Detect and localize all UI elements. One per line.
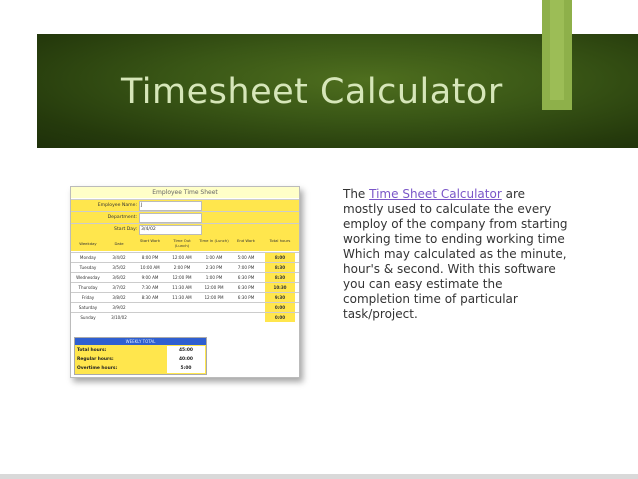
table-row <box>71 302 299 312</box>
header-start-work: Start Work <box>139 238 161 243</box>
row-date: 3/7/02 <box>112 285 126 290</box>
row-total: 8:30 <box>265 263 295 272</box>
row-date: 3/10/02 <box>111 315 127 320</box>
description-body: are mostly used to calculate the every employ of the company from starting working time to ending working time Which may calculated as the minute, hour's & second. With this software you can easy estimate the completion time of particular task/project. <box>343 187 568 321</box>
row-day: Tuesday <box>79 265 97 270</box>
slide-title: Timesheet Calculator <box>121 72 503 112</box>
bottom-divider <box>0 474 638 479</box>
row-out: 12:00 AM <box>172 255 192 260</box>
employee-name-label: Employee Name: <box>97 203 137 208</box>
table-row <box>71 262 299 272</box>
row-total: 0:00 <box>265 313 295 322</box>
total-hours-value: 45:00 <box>167 346 205 355</box>
row-end: 6:30 PM <box>237 285 255 290</box>
header-total-hours: Total hours <box>269 238 291 243</box>
row-in: 2:30 PM <box>205 265 223 270</box>
total-hours-label: Total hours: <box>77 348 107 353</box>
table-row <box>71 292 299 302</box>
timesheet-image <box>70 186 300 378</box>
time-sheet-calculator-link[interactable]: Time Sheet Calculator <box>369 187 502 201</box>
row-day: Sunday <box>80 315 96 320</box>
start-day-label: Start Day: <box>114 227 137 232</box>
row-start: 8:00 PM <box>141 255 159 260</box>
department-value <box>139 213 202 223</box>
employee-name-value: J <box>139 201 202 211</box>
weekly-total-header: WEEKLY TOTAL <box>75 338 206 345</box>
row-date: 3/5/02 <box>112 265 126 270</box>
employee-name-row <box>71 199 299 211</box>
row-start: 9:00 AM <box>141 275 159 280</box>
row-date: 3/8/02 <box>112 295 126 300</box>
start-day-row <box>71 223 299 235</box>
row-day: Saturday <box>78 305 98 310</box>
row-out: 12:00 PM <box>172 275 192 280</box>
row-out: 11:30 AM <box>172 295 192 300</box>
overtime-hours-row <box>75 364 206 373</box>
row-day: Friday <box>81 295 95 300</box>
overtime-hours-label: Overtime hours: <box>77 366 118 371</box>
row-in: 1:00 PM <box>205 275 223 280</box>
overtime-hours-value: 5:00 <box>167 364 205 373</box>
row-total: 9:30 <box>265 293 295 302</box>
row-total: 8:00 <box>265 253 295 262</box>
description-prefix: The <box>343 187 370 201</box>
row-start: 7:30 AM <box>141 285 159 290</box>
row-date: 3/4/02 <box>112 255 126 260</box>
row-end: 7:00 PM <box>237 265 255 270</box>
row-end: 5:00 AM <box>237 255 255 260</box>
row-total: 0:00 <box>265 303 295 312</box>
row-in: 12:00 PM <box>204 285 224 290</box>
row-total: 8:30 <box>265 273 295 282</box>
regular-hours-value: 40:00 <box>167 355 205 364</box>
timesheet-header <box>71 235 299 251</box>
regular-hours-row <box>75 355 206 364</box>
description-text <box>343 187 568 322</box>
department-row <box>71 211 299 223</box>
row-date: 3/6/02 <box>112 275 126 280</box>
header-time-in: Time In (Lunch) <box>199 238 229 243</box>
header-weekday: Weekday <box>79 241 97 246</box>
row-day: Thursday <box>78 285 98 290</box>
row-start: 10:00 AM <box>140 265 160 270</box>
table-row <box>71 282 299 292</box>
department-label: Department: <box>107 215 137 220</box>
header-end-work: End Work <box>236 238 256 243</box>
total-hours-row <box>75 346 206 355</box>
row-out: 2:00 PM <box>173 265 191 270</box>
row-total: 10:30 <box>265 283 295 292</box>
regular-hours-label: Regular hours: <box>77 357 114 362</box>
header-date: Date <box>114 241 124 246</box>
row-out: 11:30 AM <box>172 285 192 290</box>
row-start: 8:30 AM <box>141 295 159 300</box>
header-time-out: Time Out (Lunch) <box>173 238 191 248</box>
row-day: Wednesday <box>76 275 100 280</box>
accent-bar-highlight <box>550 0 564 100</box>
table-row <box>71 312 299 322</box>
row-end: 6:30 PM <box>237 295 255 300</box>
row-in: 12:00 PM <box>204 295 224 300</box>
row-date: 3/9/02 <box>112 305 126 310</box>
weekly-total-box <box>74 337 207 375</box>
start-day-value: 3/4/02 <box>139 225 202 235</box>
row-in: 1:00 AM <box>205 255 223 260</box>
table-row <box>71 272 299 282</box>
table-row <box>71 252 299 262</box>
row-end: 6:30 PM <box>237 275 255 280</box>
timesheet-title: Employee Time Sheet <box>71 187 299 198</box>
row-day: Monday <box>79 255 97 260</box>
